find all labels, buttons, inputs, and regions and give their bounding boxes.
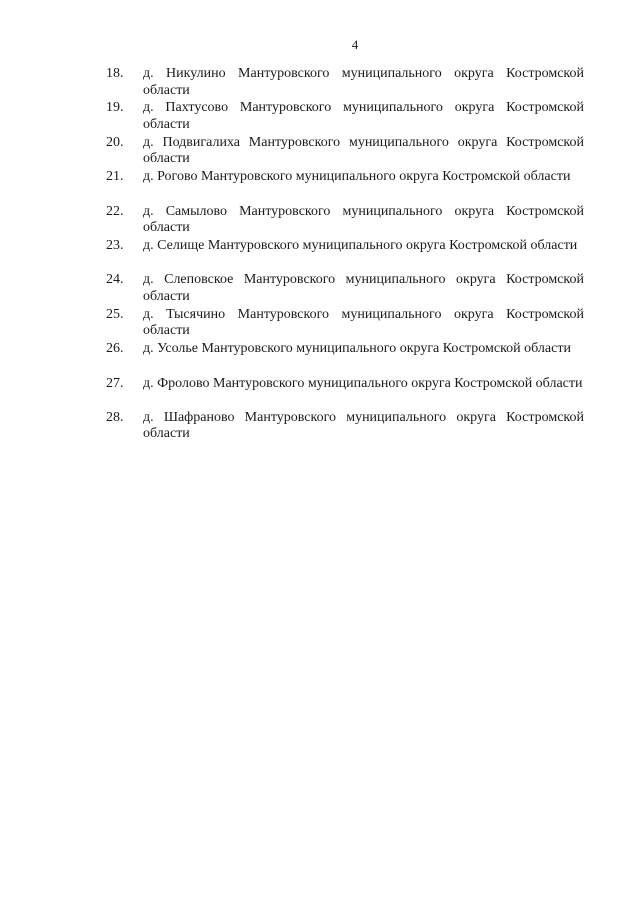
list-item-number: 22. [106, 203, 124, 219]
list-item [106, 238, 584, 272]
list-item-number: 27. [106, 375, 124, 391]
list-item-number: 28. [106, 409, 124, 425]
list-item-number: 26. [106, 341, 124, 357]
settlement-list [106, 66, 584, 444]
list-item-text: д. Рогово Мантуровского муниципального округа Костромской области [143, 169, 571, 185]
list-item-number: 18. [106, 66, 124, 81]
list-item [106, 410, 584, 444]
list-item-number: 20. [106, 134, 124, 150]
list-item-number: 21. [106, 169, 124, 185]
list-item [106, 341, 584, 375]
list-item-text: д. Селище Мантуровского муниципального округа Костромской области [143, 237, 578, 253]
list-item [106, 376, 584, 410]
list-item-text: д. Пахтусово Мантуровского муниципального округа Костромской области [143, 100, 584, 132]
list-item-text: д. Никулино Мантуровского муниципального округа Костромской области [143, 66, 584, 98]
list-item [106, 100, 584, 134]
list-item-number: 24. [106, 272, 124, 288]
list-item-number: 19. [106, 100, 124, 116]
list-item-number: 23. [106, 237, 124, 253]
list-item [106, 66, 584, 100]
list-item-text: д. Самылово Мантуровского муниципального округа Костромской области [143, 203, 584, 236]
list-item [106, 272, 584, 306]
list-item-text: д. Усолье Мантуровского муниципального округа Костромской области [143, 341, 571, 357]
list-item-text: д. Слеповское Мантуровского муниципального округа Костромской области [143, 272, 584, 304]
list-item [106, 307, 584, 341]
list-item [106, 169, 584, 203]
list-item [106, 135, 584, 169]
list-item-text: д. Подвигалиха Мантуровского муниципального округа Костромской области [143, 134, 584, 167]
list-item-text: д. Шафраново Мантуровского муниципального округа Костромской области [143, 409, 584, 442]
list-item-number: 25. [106, 306, 124, 322]
list-item-text: д. Тысячино Мантуровского муниципального округа Костромской области [143, 306, 584, 339]
list-item-text: д. Фролово Мантуровского муниципального округа Костромской области [143, 375, 583, 391]
list-item [106, 204, 584, 238]
page-number: 4 [351, 37, 359, 52]
